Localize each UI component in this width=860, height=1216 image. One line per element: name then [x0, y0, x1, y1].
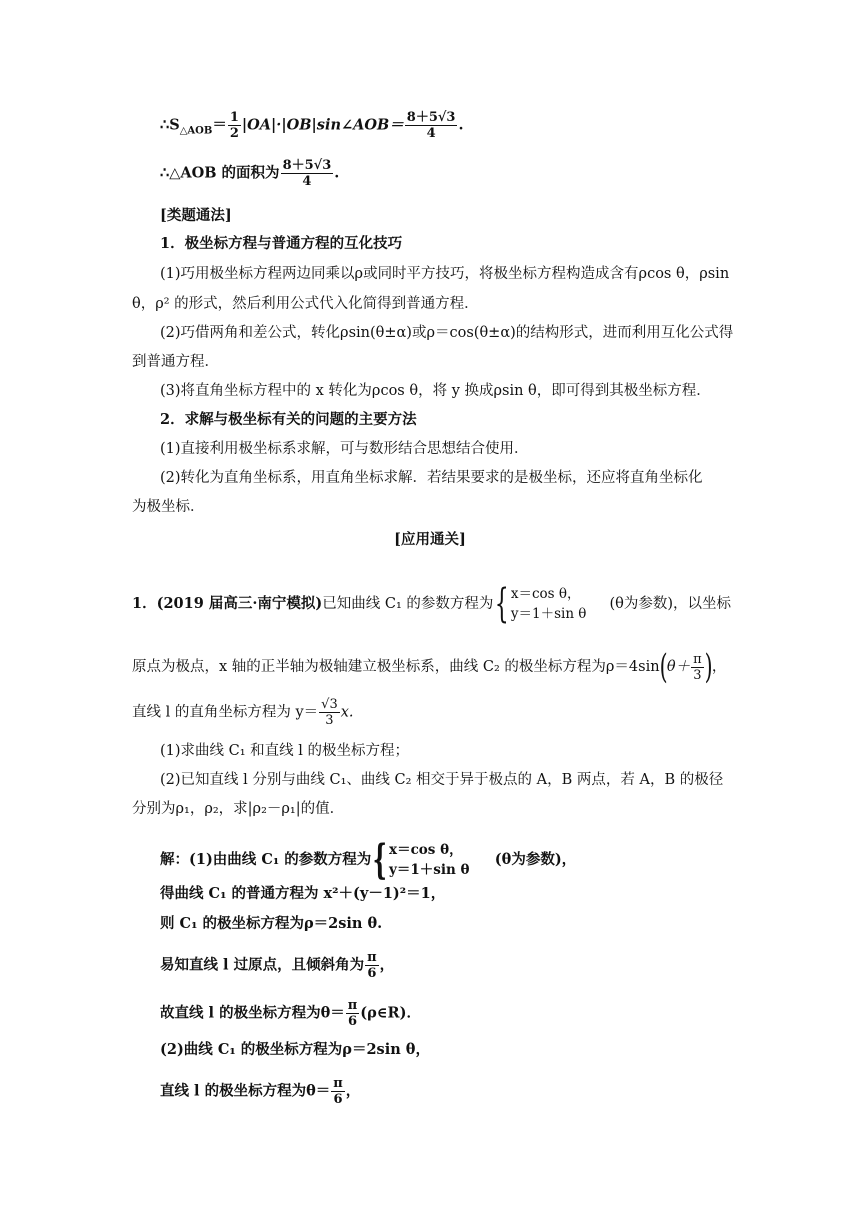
text: ， — [345, 1082, 361, 1100]
question-line — [0, 647, 860, 687]
brace: { — [495, 581, 510, 627]
text: 已知曲线 C₁ 的参数方程为 — [322, 596, 494, 612]
fraction — [319, 697, 340, 728]
numerator: π — [333, 1076, 343, 1091]
solution-line — [0, 1040, 860, 1060]
denominator: 4 — [302, 174, 312, 189]
text: 则 C₁ 的极坐标方程为ρ＝2sin θ. — [160, 915, 383, 932]
paragraph-line — [0, 468, 860, 488]
text: . — [334, 164, 340, 182]
denominator: 6 — [348, 1014, 358, 1029]
text: x＝cos θ， — [389, 842, 463, 858]
text: x＝cos θ， — [510, 586, 581, 602]
area-formula-line — [0, 110, 860, 141]
paren: ) — [704, 647, 713, 687]
section-heading-method — [0, 206, 860, 226]
fraction — [691, 652, 704, 683]
text: 2．求解与极坐标有关的问题的主要方法 — [160, 411, 417, 428]
text: ∴S — [160, 116, 180, 134]
numerator: π — [347, 998, 358, 1013]
question-line — [0, 799, 860, 819]
text: (1)求曲线 C₁ 和直线 l 的极坐标方程； — [160, 743, 410, 759]
text: 解：(1)由曲线 C₁ 的参数方程为 — [160, 851, 372, 868]
paragraph-line — [0, 439, 860, 459]
text: 直线 l 的极坐标方程为θ＝ — [160, 1082, 331, 1100]
question-line — [0, 581, 860, 627]
text: 为极坐标． — [132, 499, 205, 515]
brace: { — [373, 836, 388, 883]
numerator: √3 — [321, 697, 338, 712]
text: (2)已知直线 l 分别与曲线 C₁、曲线 C₂ 相交于异于极点的 A，B 两点，若 A，B 的极径 — [160, 772, 724, 788]
text: |OA|·|OB|sin∠AOB＝ — [241, 116, 404, 134]
solution-line — [0, 884, 860, 904]
denominator: 3 — [325, 713, 334, 728]
equation-system — [511, 584, 587, 624]
area-result-line — [0, 158, 860, 189]
text: △AOB — [179, 125, 213, 137]
paragraph-line — [0, 294, 860, 314]
paragraph-line — [0, 497, 860, 517]
text: x. — [340, 704, 354, 721]
solution-line — [0, 998, 860, 1029]
text: 易知直线 l 过原点，且倾斜角为 — [160, 956, 365, 974]
question-line — [0, 770, 860, 790]
section-heading-apply — [0, 530, 860, 550]
fraction — [346, 998, 360, 1029]
text: y＝1＋sin θ — [510, 606, 587, 622]
text: 得曲线 C₁ 的普通方程为 x²＋(y－1)²＝1， — [160, 885, 446, 902]
numerator: 8＋5√3 — [282, 158, 332, 173]
text: (2)曲线 C₁ 的极坐标方程为ρ＝2sin θ， — [160, 1041, 430, 1058]
fraction — [331, 1076, 345, 1107]
denominator: 4 — [426, 126, 436, 141]
text: 1．极坐标方程与普通方程的互化技巧 — [160, 235, 403, 252]
text: (1)巧用极坐标方程两边同乘以ρ或同时平方技巧，将极坐标方程构造成含有ρcos θ，ρsin — [160, 266, 730, 282]
paren: ( — [659, 647, 668, 687]
fraction — [228, 110, 241, 141]
text: (2)巧借两角和差公式，转化ρsin(θ±α)或ρ＝cos(θ±α)的结构形式，进而利用互化公式得 — [160, 325, 734, 341]
numerator: π — [367, 950, 377, 965]
text: (1)直接利用极坐标系求解，可与数形结合思想结合使用． — [160, 441, 529, 457]
text: 故直线 l 的极坐标方程为θ＝ — [160, 1004, 345, 1022]
question-number: 1． — [132, 595, 157, 612]
text: [类题通法] — [160, 207, 232, 224]
text: (3)将直角坐标方程中的 x 转化为ρcos θ，将 y 换成ρsin θ，即可得到其极坐标方程． — [160, 383, 711, 399]
question-line — [0, 697, 860, 728]
text: θ，ρ² 的形式，然后利用公式代入化简得到普通方程． — [132, 296, 479, 312]
paragraph-line — [0, 264, 860, 284]
solution-line — [0, 950, 860, 981]
text: 分别为ρ₁，ρ₂，求|ρ₂－ρ₁|的值． — [132, 801, 345, 817]
denominator: 6 — [333, 1092, 343, 1107]
text: (2)转化为直角坐标系，用直角坐标求解．若结果要求的是极坐标，还应将直角坐标化 — [160, 470, 703, 486]
denominator: 2 — [229, 126, 239, 141]
text: ， — [711, 659, 727, 675]
text: 原点为极点，x 轴的正半轴为极轴建立极坐标系，曲线 C₂ 的极坐标方程为ρ＝4sin — [132, 659, 660, 675]
text: ， — [379, 956, 395, 974]
paragraph-line — [0, 323, 860, 343]
text: ＝ — [212, 116, 227, 134]
solution-line — [0, 836, 860, 883]
numerator: 1 — [229, 110, 239, 125]
text: 直线 l 的直角坐标方程为 y＝ — [132, 704, 319, 721]
solution-line — [0, 914, 860, 934]
paragraph-line — [0, 352, 860, 372]
text: (θ为参数)， — [494, 851, 577, 868]
text: ∴△AOB 的面积为 — [160, 164, 280, 182]
question-source: (2019 届高三·南宁模拟) — [156, 595, 323, 612]
text: 到普通方程． — [132, 354, 219, 370]
text: . — [458, 116, 464, 134]
text: [应用通关] — [394, 531, 466, 548]
denominator: 3 — [693, 667, 702, 683]
numerator: 8＋5√3 — [406, 110, 456, 125]
fraction — [281, 158, 334, 189]
paragraph-line — [0, 381, 860, 401]
numerator: π — [693, 651, 702, 667]
question-line — [0, 741, 860, 761]
subheading-1 — [0, 234, 860, 254]
denominator: 6 — [367, 966, 377, 981]
text: y＝1＋sin θ — [389, 862, 470, 878]
subheading-2 — [0, 410, 860, 430]
text: (ρ∈R)． — [360, 1004, 421, 1022]
fraction — [365, 950, 379, 981]
text: θ＋ — [666, 659, 691, 675]
fraction — [405, 110, 458, 141]
text: (θ为参数)，以坐标 — [609, 596, 732, 612]
solution-line — [0, 1076, 860, 1107]
equation-system — [389, 840, 470, 880]
